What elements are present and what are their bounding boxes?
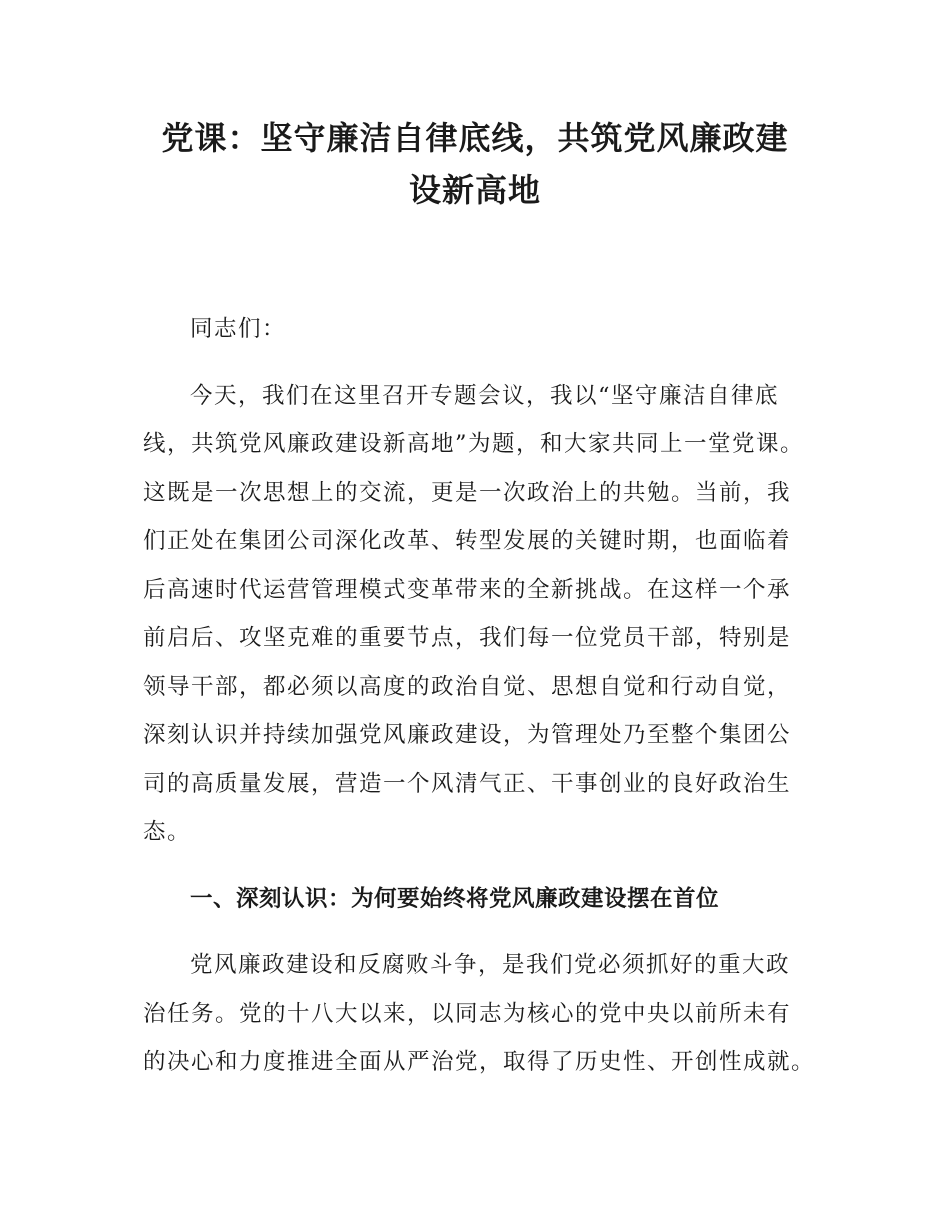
document-title bbox=[120, 112, 830, 216]
section-heading: 一、深刻认识：为何要始终将党风廉政建设摆在首位 bbox=[190, 885, 720, 912]
intro-line: 深刻认识并持续加强党风廉政建设，为管理处乃至整个集团公 bbox=[143, 722, 792, 748]
title-line-2: 设新高地 bbox=[408, 171, 541, 209]
section-line: 党风廉政建设和反腐败斗争，是我们党必须抓好的重大政 bbox=[190, 952, 791, 978]
intro-line: 前启后、攻坚克难的重要节点，我们每一位党员干部，特别是 bbox=[143, 625, 792, 651]
intro-paragraph bbox=[143, 372, 833, 857]
salutation: 同志们： bbox=[190, 316, 287, 342]
intro-line: 线，共筑党风廉政建设新高地”为题，和大家共同上一堂党课。 bbox=[143, 431, 805, 457]
intro-line: 态。 bbox=[143, 819, 192, 845]
intro-line: 后高速时代运营管理模式变革带来的全新挑战。在这样一个承 bbox=[143, 576, 792, 603]
section-paragraph bbox=[143, 941, 833, 1087]
intro-line: 司的高质量发展，营造一个风清气正、干事创业的良好政治生 bbox=[143, 770, 792, 797]
title-line-1: 党课：坚守廉洁自律底线，共筑党风廉政建 bbox=[161, 119, 789, 157]
intro-line: 领导干部，都必须以高度的政治自觉、思想自觉和行动自觉， bbox=[143, 673, 792, 700]
section-line: 治任务。党的十八大以来，以同志为核心的党中央以前所未有 bbox=[143, 1000, 792, 1027]
section-line: 的决心和力度推进全面从严治党，取得了历史性、开创性成就。 bbox=[143, 1049, 816, 1075]
document-body bbox=[143, 305, 833, 1087]
intro-line: 这既是一次思想上的交流，更是一次政治上的共勉。当前，我 bbox=[143, 479, 792, 506]
intro-line: 们正处在集团公司深化改革、转型发展的关键时期，也面临着 bbox=[143, 528, 792, 554]
intro-line: 今天，我们在这里召开专题会议，我以“坚守廉洁自律底 bbox=[190, 382, 780, 409]
